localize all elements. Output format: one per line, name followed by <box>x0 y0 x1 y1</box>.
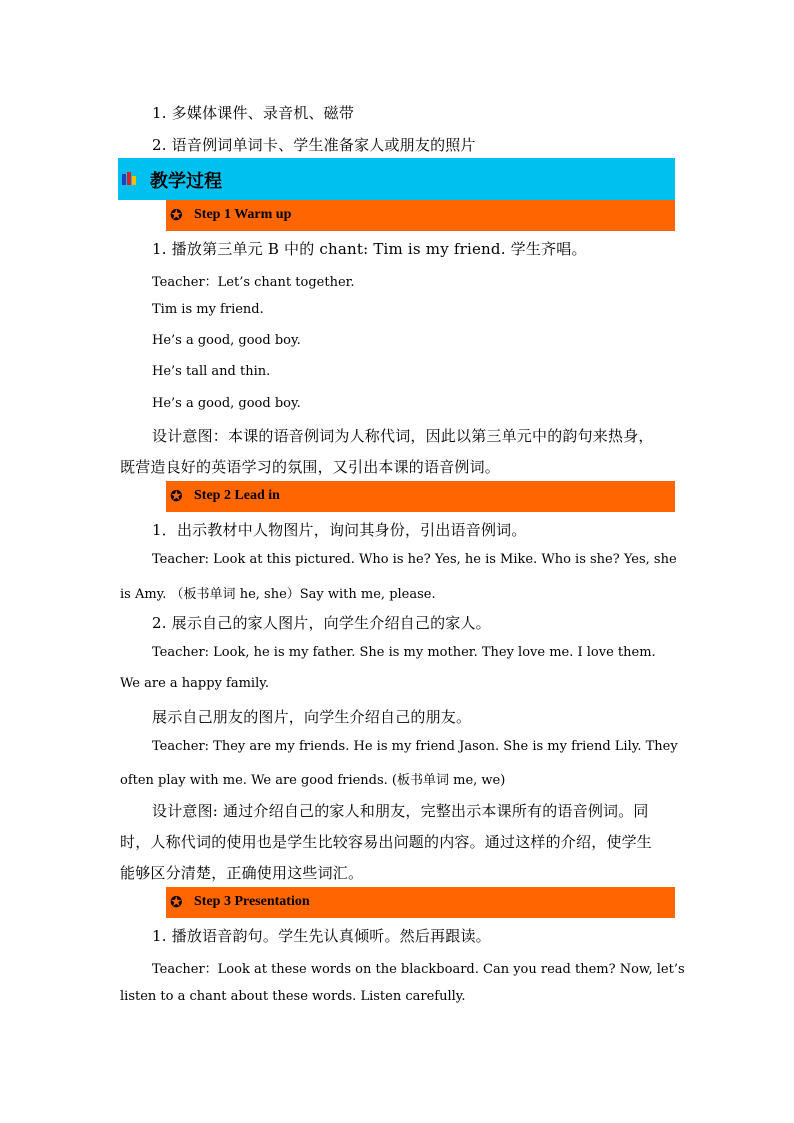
star-circle-icon: ✪ <box>170 206 183 224</box>
step1-design-line-2: 既营造良好的英语学习的氛围，又引出本课的语音例词。 <box>120 458 501 476</box>
step2-teacher-1-line-2: is Amy. （板书单词 he, she）Say with me, please. <box>120 587 436 602</box>
chant-line: He’s tall and thin. <box>152 364 271 379</box>
star-circle-icon: ✪ <box>170 487 183 505</box>
step1-teacher-line: Teacher：Let’s chant together. <box>152 275 355 290</box>
step1-design-line-1: 设计意图：本课的语音例词为人称代词，因此以第三单元中的韵句来热身， <box>152 427 654 445</box>
step2-item-3: 展示自己朋友的图片，向学生介绍自己的朋友。 <box>152 708 472 726</box>
step2-teacher-2-line-1: Teacher: Look, he is my father. She is my mother. They love me. I love them. <box>152 645 656 660</box>
chant-line: He’s a good, good boy. <box>152 396 301 411</box>
star-circle-icon: ✪ <box>170 893 183 911</box>
step1-item-1: 1. 播放第三单元 B 中的 chant: Tim is my friend. 学生齐唱。 <box>152 240 587 258</box>
step2-design-line-3: 能够区分清楚，正确使用这些词汇。 <box>120 864 364 882</box>
step2-teacher-1-line-1: Teacher: Look at this pictured. Who is he? Yes, he is Mike. Who is she? Yes, she <box>152 552 677 567</box>
step-2-header <box>166 481 675 512</box>
step3-teacher-line-1: Teacher：Look at these words on the blackboard. Can you read them? Now, let’s <box>152 962 685 977</box>
step-1-header <box>166 200 675 231</box>
section-title: 教学过程 <box>150 171 222 192</box>
step2-design-line-1: 设计意图: 通过介绍自己的家人和朋友，完整出示本课所有的语音例词。同 <box>152 802 649 820</box>
materials-item-2: 2. 语音例词单词卡、学生准备家人或朋友的照片 <box>152 136 476 154</box>
step2-item-2: 2. 展示自己的家人图片，向学生介绍自己的家人。 <box>152 614 491 632</box>
step2-teacher-2-line-2: We are a happy family. <box>120 676 269 691</box>
book-stack-icon <box>121 172 137 186</box>
step-3-label: Step 3 Presentation <box>194 894 310 909</box>
step-3-header <box>166 887 675 918</box>
step2-teacher-3-line-1: Teacher: They are my friends. He is my friend Jason. She is my friend Lily. They <box>152 739 678 754</box>
chant-line: Tim is my friend. <box>152 302 264 317</box>
step2-item-1: 1．出示教材中人物图片，询问其身份，引出语音例词。 <box>152 521 527 539</box>
section-header-teaching-process <box>118 158 675 200</box>
step-2-label: Step 2 Lead in <box>194 488 280 503</box>
chant-line: He’s a good, good boy. <box>152 333 301 348</box>
step3-teacher-line-2: listen to a chant about these words. Listen carefully. <box>120 989 466 1004</box>
step-1-label: Step 1 Warm up <box>194 207 292 222</box>
step3-item-1: 1. 播放语音韵句。学生先认真倾听。然后再跟读。 <box>152 927 491 945</box>
step2-teacher-3-line-2: often play with me. We are good friends. (板书单词 me, we) <box>120 773 506 788</box>
step2-design-line-2: 时，人称代词的使用也是学生比较容易出问题的内容。通过这样的介绍，使学生 <box>120 833 653 851</box>
materials-item-1: 1. 多媒体课件、录音机、磁带 <box>152 104 355 122</box>
